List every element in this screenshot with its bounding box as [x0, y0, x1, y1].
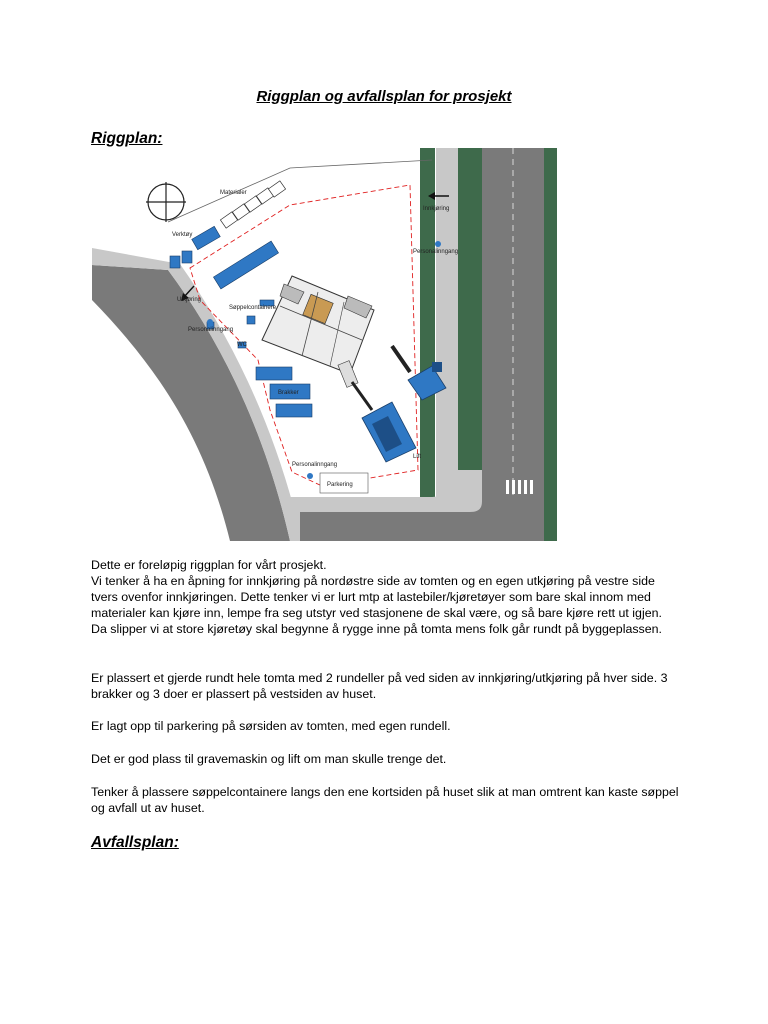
label-personalinngang-s: Personalinngang: [292, 462, 338, 468]
ramp: [338, 361, 358, 388]
label-utkjoring: Utkjøring: [177, 297, 202, 303]
avfallsplan-heading: Avfallsplan:: [91, 834, 179, 851]
label-verktoy: Verktøy: [172, 232, 193, 238]
paragraph-intro: Dette er foreløpig riggplan for vårt prosjekt. Vi tenker å ha en åpning for innkjøring på nordøstre side av tomten og en egen utkjøring på vestre side tvers ovenfor innkjøringen. Dette tenker vi er lurt mtp at lastebiler/kjøretøyer som bare skal innom med materialer kan kjøre inn, lempe fra seg utstyr ved stasjonene de skal være, og så bare kjøre rett ut igjen. Da slipper vi at store kjøretøy skal begynne å rygge inne på tomta mens folk går rundt på byggeplassen.: [91, 558, 662, 636]
riggplan-heading: Riggplan:: [91, 130, 163, 147]
paragraph-containers: Tenker å plassere søppelcontainere langs den ene kortsiden på huset slik at man omtrent kan kaste søppel og avfall ut av huset.: [91, 785, 679, 815]
site-plan-drawing: [92, 148, 557, 541]
label-innkjoring: Innkjøring: [423, 206, 450, 212]
house: [262, 276, 374, 374]
label-soppelcontainere: Søppelcontainere: [229, 305, 277, 311]
label-personalinngang-ne: Personalinngang: [413, 249, 459, 255]
paragraph-parking: Er lagt opp til parkering på sørsiden av tomten, med egen rundell.: [91, 719, 451, 733]
paragraph-fence: Er plassert et gjerde rundt hele tomta med 2 rundeller på ved siden av innkjøring/utkjøring på hver side. 3 brakker og 3 doer er plassert på vestsiden av huset.: [91, 671, 668, 701]
label-wc: WC: [237, 342, 247, 348]
label-personalinngang-w: Personalinngang: [188, 327, 234, 333]
compass-icon: [146, 182, 186, 222]
label-lift: Lift: [413, 454, 422, 460]
document-title: Riggplan og avfallsplan for prosjekt: [256, 88, 512, 105]
paragraph-machines: Det er god plass til gravemaskin og lift om man skulle trenge det.: [91, 752, 447, 766]
long-container: [213, 241, 278, 289]
materials-racks: [220, 181, 285, 228]
label-brakker: Brakker: [278, 390, 299, 396]
label-parkering: Parkering: [327, 482, 353, 488]
lift: [352, 382, 416, 462]
label-materialer: Materialer: [220, 190, 247, 196]
